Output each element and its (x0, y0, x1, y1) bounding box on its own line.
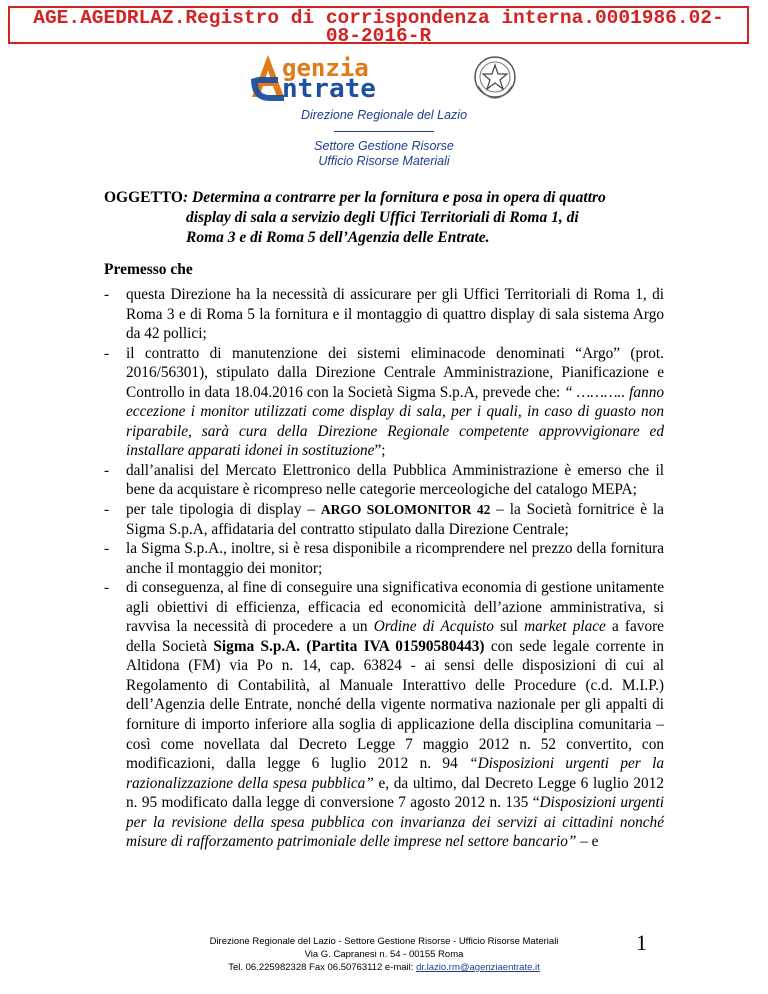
header-divider (334, 131, 434, 132)
list-item: - per tale tipologia di display – ARGO SOLOMONITOR 42 – la Società fornitrice è la Sigma S.p.A, affidataria del contratto stipulato dalla Direzione Centrale; (104, 501, 664, 538)
footer-line-2: Via G. Capranesi n. 54 - 00155 Roma (304, 949, 464, 960)
logo-word-entrate: ntrate (282, 74, 376, 104)
page-footer (150, 935, 618, 974)
premesso-list (104, 285, 664, 852)
footer-line-1: Direzione Regionale del Lazio - Settore Gestione Risorse - Ufficio Risorse Materiali (209, 936, 559, 947)
stamp-line-1: AGE.AGEDRLAZ.Registro di corrispondenza interna.0001986.02- (33, 7, 724, 29)
subject-label: OGGETTO (104, 189, 183, 206)
list-item: - dall’analisi del Mercato Elettronico della Pubblica Amministrazione è emerso che il bene da acquistare è ricompreso nelle categorie merceologiche del catalogo MEPA; (104, 461, 664, 499)
page-number: 1 (636, 930, 647, 955)
protocol-stamp (8, 6, 749, 47)
list-item: - questa Direzione ha la necessità di assicurare per gli Uffici Territoriali di Roma 1, di Roma 3 e di Roma 5 la fornitura e il montaggio di quattro display di sala sistema Argo da 42 pollici; (104, 286, 664, 343)
list-item-text: la Sigma S.p.A., inoltre, si è resa disponibile a ricomprendere nel prezzo della fornitura anche il montaggio dei monitor; (126, 540, 664, 577)
stamp-line-2: 08-2016-R (325, 25, 432, 47)
subject-line-2: display di sala a servizio degli Uffici Territoriali di Roma 1, di (186, 209, 579, 226)
list-item: - di conseguenza, al fine di conseguire una significativa economia di gestione unitamente agli obiettivi di efficienza, efficacia ed economicità dell’azione amministrativa, si ravvisa la necessità di procedere a un Ordine di Acquisto sul market place a favore della Società Sigma S.p.A. (Partita IVA 01590580443) con sede legale corrente in Altidona (FM) via Po n. 14, cap. 63824 - ai sensi delle disposizioni di cui al Regolamento di Contabilità, al Manuale Interattivo delle Procedure (c.d. M.I.P.) dell’Agenzia delle Entrate, nonché della vigente normativa nazionale per gli appalti di forniture di importo inferiore alla soglia di applicazione della disciplina comunitaria – così come novellata dal Decreto Legge 7 maggio 2012 n. 52 convertito, con modificazioni, dalla legge 6 luglio 2012 n. 94 “Disposizioni urgenti per la razionalizzazione della spesa pubblica” e, da ultimo, dal Decreto Legge 6 luglio 2012 n. 95 modificato dalla legge di conversione 7 agosto 2012 n. 135 “Disposizioni urgenti per la revisione della spesa pubblica con invarianza dei servizi ai cittadini nonché misure di rafforzamento patrimoniale delle imprese nel settore bancario” – e (104, 579, 664, 851)
list-item-text: questa Direzione ha la necessità di assicurare per gli Uffici Territoriali di Roma 1, di Roma 3 e di Roma 5 la fornitura e il montaggio di quattro display di sala sistema Argo da 42 pollici; (126, 286, 664, 343)
subject-block (104, 188, 664, 248)
list-item-text: per tale tipologia di display – ARGO SOLOMONITOR 42 – la Società fornitrice è la Sigma S.p.A, affidataria del contratto stipulato dalla Direzione Centrale; (126, 501, 664, 538)
list-item: - il contratto di manutenzione dei sistemi eliminacode denominati “Argo” (prot. 2016/56301), stipulato dalla Direzione Centrale Amministrazione, Pianificazione e Controllo in data 18.04.2016 con la Società Sigma S.p.A, prevede che: “ ……….. fanno eccezione i monitor utilizzati come display di sala, per i quali, in caso di guasto non riparabile, sarà cura della Direzione Regionale competente approvvigionare ed installare apparati idonei in sostituzione”; (104, 344, 664, 460)
republic-emblem-icon (472, 52, 518, 102)
premesso-heading: Premesso che (104, 261, 193, 278)
header-direzione: Direzione Regionale del Lazio (300, 108, 468, 122)
list-item-text: il contratto di manutenzione dei sistemi eliminacode denominati “Argo” (prot. 2016/56301), stipulato dalla Direzione Centrale Amministrazione, Pianificazione e Controllo in data 18.04.2016 con la Società Sigma S.p.A, prevede che: “ ……….. fanno eccezione i monitor utilizzati come display di sala, per i quali, in caso di guasto non riparabile, sarà cura della Direzione Regionale competente approvvigionare ed installare apparati idonei in sostituzione”; (126, 344, 664, 460)
list-item-text: dall’analisi del Mercato Elettronico della Pubblica Amministrazione è emerso che il bene da acquistare è ricompreso nelle categorie merceologiche del catalogo MEPA; (126, 461, 664, 499)
list-item-text: di conseguenza, al fine di conseguire una significativa economia di gestione unitamente agli obiettivi di efficienza, efficacia ed economicità dell’azione amministrativa, si ravvisa la necessità di procedere a un Ordine di Acquisto sul market place a favore della Società Sigma S.p.A. (Partita IVA 01590580443) con sede legale corrente in Altidona (FM) via Po n. 14, cap. 63824 - ai sensi delle disposizioni di cui al Regolamento di Contabilità, al Manuale Interattivo delle Procedure (c.d. M.I.P.) dell’Agenzia delle Entrate, nonché della vigente normativa nazionale per gli appalti di forniture di importo inferiore alla soglia di applicazione della disciplina comunitaria – così come novellata dal Decreto Legge 7 maggio 2012 n. 52 convertito, con modificazioni, dalla legge 6 luglio 2012 n. 94 “Disposizioni urgenti per la razionalizzazione della spesa pubblica” e, da ultimo, dal Decreto Legge 6 luglio 2012 n. 95 modificato dalla legge di conversione 7 agosto 2012 n. 135 “Disposizioni urgenti per la revisione della spesa pubblica con invarianza dei servizi ai cittadini nonché misure di rafforzamento patrimoniale delle imprese nel settore bancario” – e (126, 579, 664, 851)
agenzia-entrate-logo (248, 52, 518, 104)
subject-line-1: : Determina a contrarre per la fornitura e posa in opera di quattro (182, 189, 606, 206)
footer-email-link[interactable]: dr.lazio.rm@agenziaentrate.it (416, 962, 540, 973)
header-ufficio: Ufficio Risorse Materiali (318, 154, 450, 168)
header-settore: Settore Gestione Risorse (314, 139, 454, 153)
logo-word-agenzia: genzia (282, 54, 369, 82)
list-item: - la Sigma S.p.A., inoltre, si è resa disponibile a ricomprendere nel prezzo della fornitura anche il montaggio dei monitor; (104, 540, 664, 577)
subject-line-3: Roma 3 e di Roma 5 dell’Agenzia delle Entrate. (186, 229, 490, 246)
footer-line-3: Tel. 06.225982328 Fax 06.50763112 e-mail: dr.lazio.rm@agenziaentrate.it (228, 962, 540, 973)
